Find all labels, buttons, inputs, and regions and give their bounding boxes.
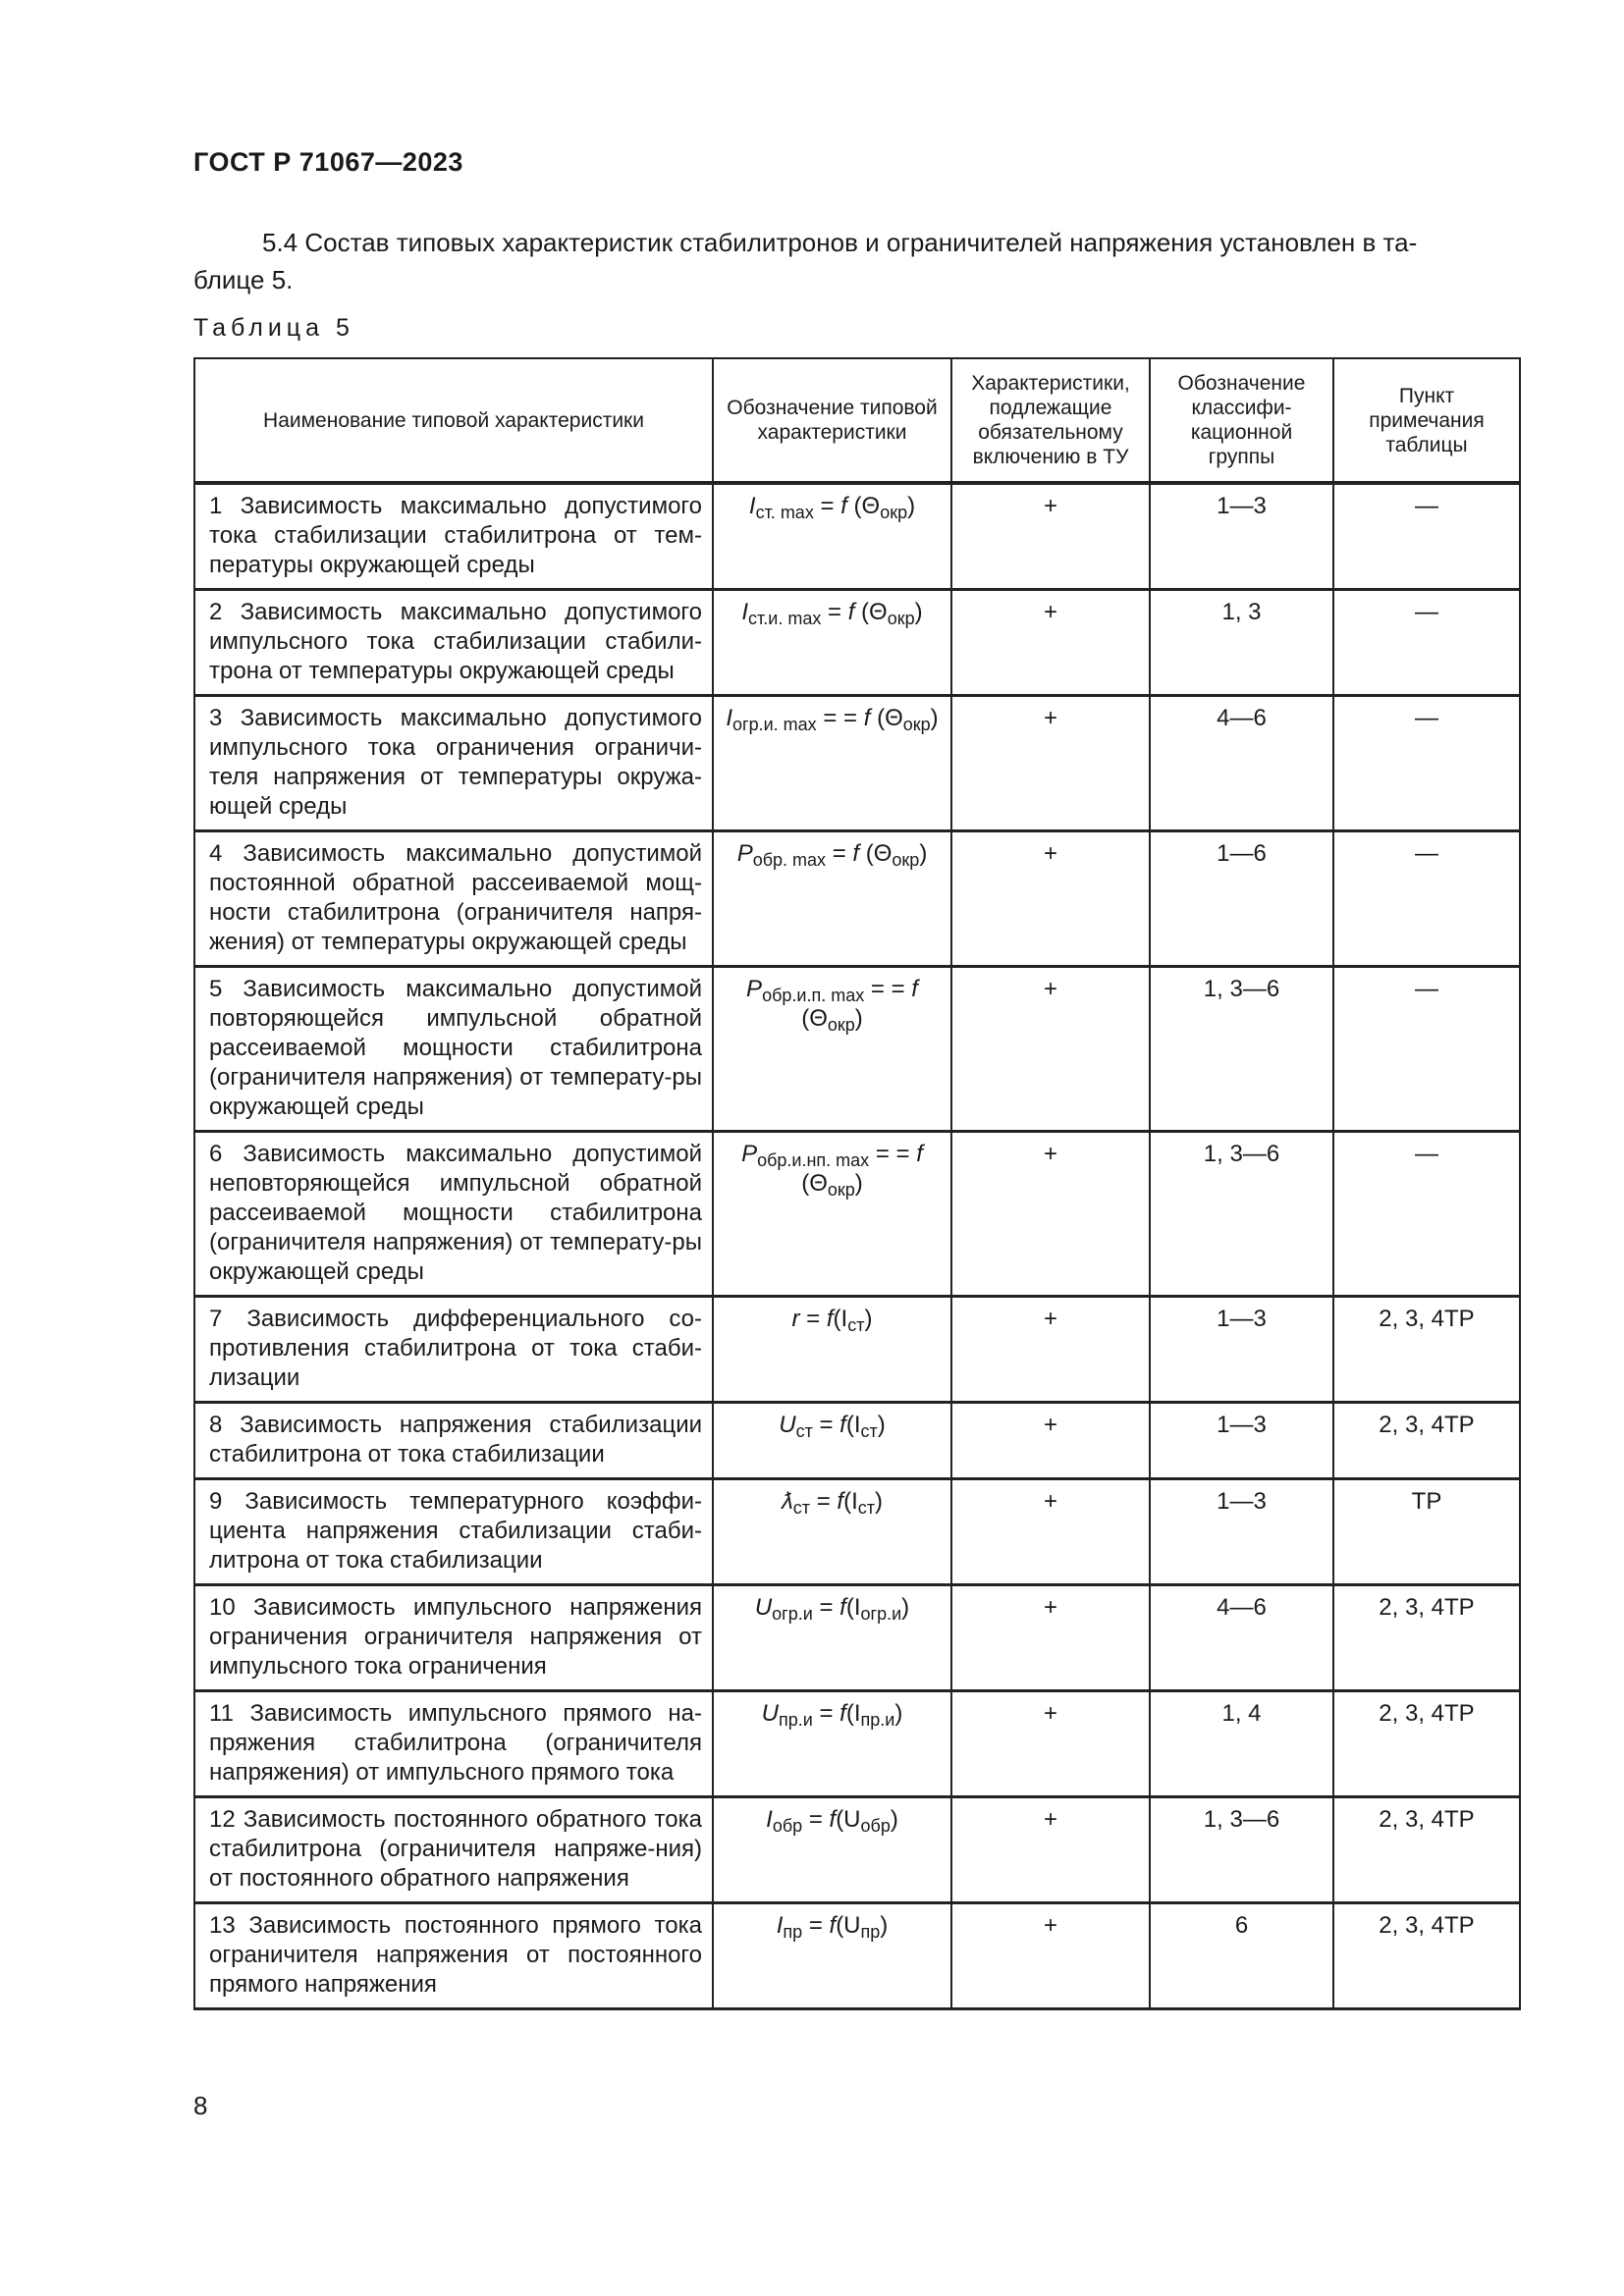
formula-equals: = — [799, 1306, 827, 1332]
formula-argument: (Θ — [801, 1005, 828, 1032]
classification-group: 1, 3 — [1150, 590, 1333, 696]
formula-equals: = = — [816, 705, 864, 731]
formula-symbol-subscript: ст. max — [755, 503, 814, 522]
note-reference: 2, 3, 4ТР — [1333, 1403, 1520, 1479]
formula-argument-subscript: окр — [902, 715, 931, 734]
formula-close: ) — [919, 840, 928, 867]
formula-function: f — [829, 1806, 837, 1833]
formula-argument: (I — [833, 1306, 848, 1332]
formula-equals: = — [812, 1594, 840, 1621]
formula-symbol: I — [776, 1912, 784, 1939]
formula-close: ) — [894, 1700, 903, 1727]
intro-paragraph — [193, 224, 1517, 298]
note-reference: — — [1333, 967, 1520, 1132]
required-mark: + — [951, 1403, 1150, 1479]
formula-symbol: P — [746, 976, 763, 1002]
formula-close: ) — [907, 493, 916, 519]
required-mark: + — [951, 696, 1150, 831]
required-mark: + — [951, 1479, 1150, 1585]
intro-line-2: блице 5. — [193, 265, 294, 294]
formula-function: f — [852, 840, 860, 867]
formula-function: f — [826, 1306, 834, 1332]
characteristic-designation — [713, 1479, 951, 1585]
classification-group: 1—6 — [1150, 831, 1333, 967]
characteristic-designation — [713, 696, 951, 831]
formula-symbol-subscript: пр.и — [778, 1710, 813, 1730]
formula-symbol: P — [736, 840, 753, 867]
header-designation: Обозначение типовой характеристики — [713, 358, 951, 483]
formula-argument: (I — [843, 1488, 858, 1515]
formula-argument-subscript: ст — [847, 1315, 865, 1335]
formula-symbol: U — [754, 1594, 773, 1621]
characteristics-table — [193, 357, 1521, 2010]
formula-symbol: ƛ — [781, 1488, 793, 1515]
formula-symbol-subscript: ст.и. max — [748, 609, 822, 628]
characteristic-name: 11 Зависимость импульсного прямого на-пряжения стабилитрона (ограничителя напряжения) от импульсного прямого тока — [194, 1691, 713, 1797]
required-mark: + — [951, 1797, 1150, 1903]
formula-close: ) — [854, 1005, 863, 1032]
formula-symbol: P — [741, 1141, 758, 1167]
formula-close: ) — [864, 1306, 873, 1332]
note-reference: 2, 3, 4ТР — [1333, 1585, 1520, 1691]
characteristic-name: 7 Зависимость дифференциального со-противления стабилитрона от тока стаби-лизации — [194, 1297, 713, 1403]
formula-equals: = = — [864, 976, 912, 1002]
table-caption: Таблица 5 — [193, 314, 354, 342]
table-header-row — [194, 358, 1520, 483]
formula-function: f — [911, 976, 918, 1002]
required-mark: + — [951, 1691, 1150, 1797]
formula-argument-subscript: окр — [827, 1180, 855, 1200]
formula-close: ) — [880, 1912, 889, 1939]
formula-close: ) — [875, 1488, 883, 1515]
formula-argument: (U — [836, 1912, 861, 1939]
formula-argument-subscript: ст — [857, 1498, 875, 1518]
formula-symbol: I — [726, 705, 733, 731]
formula-argument-subscript: огр.и — [860, 1604, 902, 1624]
formula-argument-subscript: окр — [892, 850, 920, 870]
formula-symbol: I — [741, 599, 749, 625]
characteristic-designation — [713, 1585, 951, 1691]
formula-function: f — [839, 1412, 846, 1438]
intro-line-1: 5.4 Состав типовых характеристик стабилитронов и ограничителей напряжения установлен в та- — [262, 228, 1418, 257]
classification-group: 1—3 — [1150, 1479, 1333, 1585]
required-mark: + — [951, 831, 1150, 967]
note-reference: 2, 3, 4ТР — [1333, 1903, 1520, 2009]
required-mark: + — [951, 1297, 1150, 1403]
note-reference: — — [1333, 483, 1520, 590]
characteristic-designation — [713, 1403, 951, 1479]
formula-argument: (Θ — [870, 705, 903, 731]
formula-symbol: r — [791, 1306, 800, 1332]
formula-symbol-subscript: огр.и — [772, 1604, 813, 1624]
note-reference: 2, 3, 4ТР — [1333, 1297, 1520, 1403]
formula-symbol: U — [761, 1700, 779, 1727]
formula-function: f — [840, 493, 847, 519]
characteristic-designation — [713, 1691, 951, 1797]
characteristic-name: 9 Зависимость температурного коэффи-циента напряжения стабилизации стаби-литрона от тока стабилизации — [194, 1479, 713, 1585]
table-row — [194, 1903, 1520, 2009]
characteristic-name: 1 Зависимость максимально допустимого тока стабилизации стабилитрона от тем-пературы окружающей среды — [194, 483, 713, 590]
formula-argument-subscript: пр — [860, 1922, 881, 1942]
header-required: Характеристики, подлежащие обязательному включению в ТУ — [951, 358, 1150, 483]
formula-close: ) — [914, 599, 923, 625]
characteristic-name: 13 Зависимость постоянного прямого тока ограничителя напряжения от постоянного прямого напряжения — [194, 1903, 713, 2009]
header-note: Пункт примечания таблицы — [1333, 358, 1520, 483]
classification-group: 4—6 — [1150, 696, 1333, 831]
formula-argument: (Θ — [801, 1170, 828, 1197]
document-header: ГОСТ Р 71067—2023 — [193, 147, 463, 177]
formula-function: f — [839, 1594, 846, 1621]
characteristic-designation — [713, 1132, 951, 1297]
table-row — [194, 967, 1520, 1132]
table-row — [194, 1691, 1520, 1797]
formula-symbol-subscript: пр — [783, 1922, 803, 1942]
formula-equals: = — [810, 1488, 838, 1515]
formula-equals: = — [812, 1700, 840, 1727]
characteristic-designation — [713, 967, 951, 1132]
formula-argument-subscript: окр — [887, 609, 915, 628]
formula-argument: (I — [845, 1594, 861, 1621]
characteristic-name: 8 Зависимость напряжения стабилизации стабилитрона от тока стабилизации — [194, 1403, 713, 1479]
formula-close: ) — [854, 1170, 863, 1197]
characteristic-name: 2 Зависимость максимально допустимого импульсного тока стабилизации стабили-трона от температуры окружающей среды — [194, 590, 713, 696]
formula-equals: = — [821, 599, 848, 625]
formula-function: f — [916, 1141, 923, 1167]
formula-equals: = = — [869, 1141, 917, 1167]
characteristic-name: 6 Зависимость максимально допустимой неповторяющейся импульсной обратной рассеиваемой мощности стабилитрона (ограничителя напряжения) от температу-ры окружающей среды — [194, 1132, 713, 1297]
formula-argument-subscript: пр.и — [860, 1710, 895, 1730]
characteristic-designation — [713, 831, 951, 967]
formula-equals: = — [802, 1806, 830, 1833]
formula-function: f — [863, 705, 871, 731]
required-mark: + — [951, 1585, 1150, 1691]
formula-function: f — [829, 1912, 837, 1939]
page-number: 8 — [193, 2091, 208, 2120]
classification-group: 1, 4 — [1150, 1691, 1333, 1797]
table-body — [194, 483, 1520, 2009]
formula-equals: = — [813, 493, 841, 519]
table-row — [194, 1479, 1520, 1585]
classification-group: 1—3 — [1150, 483, 1333, 590]
table-row — [194, 1585, 1520, 1691]
characteristic-name: 4 Зависимость максимально допустимой постоянной обратной рассеиваемой мощ-ности стабилитрона (ограничителя напря-жения) от температуры окружающей среды — [194, 831, 713, 967]
classification-group: 6 — [1150, 1903, 1333, 2009]
classification-group: 4—6 — [1150, 1585, 1333, 1691]
classification-group: 1—3 — [1150, 1297, 1333, 1403]
formula-argument-subscript: обр — [860, 1816, 891, 1836]
formula-equals: = — [826, 840, 853, 867]
formula-symbol-subscript: ст — [795, 1421, 813, 1441]
classification-group: 1, 3—6 — [1150, 967, 1333, 1132]
table-row — [194, 831, 1520, 967]
formula-argument: (I — [845, 1700, 861, 1727]
formula-argument: (Θ — [859, 840, 893, 867]
formula-equals: = — [802, 1912, 830, 1939]
formula-close: ) — [930, 705, 939, 731]
classification-group: 1, 3—6 — [1150, 1132, 1333, 1297]
note-reference: ТР — [1333, 1479, 1520, 1585]
header-group: Обозначение классифи-кационной группы — [1150, 358, 1333, 483]
characteristic-designation — [713, 590, 951, 696]
header-name: Наименование типовой характеристики — [194, 358, 713, 483]
formula-symbol: I — [766, 1806, 773, 1833]
characteristic-name: 12 Зависимость постоянного обратного тока стабилитрона (ограничителя напряже-ния) от постоянного обратного напряжения — [194, 1797, 713, 1903]
note-reference: — — [1333, 831, 1520, 967]
table-row — [194, 1297, 1520, 1403]
characteristic-name: 5 Зависимость максимально допустимой повторяющейся импульсной обратной рассеиваемой мощности стабилитрона (ограничителя напряжения) от температу-ры окружающей среды — [194, 967, 713, 1132]
formula-argument: (U — [836, 1806, 861, 1833]
characteristic-designation — [713, 483, 951, 590]
formula-close: ) — [890, 1806, 898, 1833]
required-mark: + — [951, 483, 1150, 590]
table-row — [194, 696, 1520, 831]
formula-function: f — [839, 1700, 846, 1727]
required-mark: + — [951, 590, 1150, 696]
required-mark: + — [951, 1132, 1150, 1297]
required-mark: + — [951, 967, 1150, 1132]
classification-group: 1—3 — [1150, 1403, 1333, 1479]
classification-group: 1, 3—6 — [1150, 1797, 1333, 1903]
formula-symbol-subscript: обр. max — [752, 850, 827, 870]
table-row — [194, 1132, 1520, 1297]
formula-symbol-subscript: обр.и.нп. max — [757, 1150, 870, 1170]
formula-argument: (Θ — [846, 493, 881, 519]
characteristic-name: 10 Зависимость импульсного напряжения ограничения ограничителя напряжения от импульсного тока ограничения — [194, 1585, 713, 1691]
table-row — [194, 483, 1520, 590]
characteristic-name: 3 Зависимость максимально допустимого импульсного тока ограничения ограничи-теля напряжения от температуры окружа-ющей среды — [194, 696, 713, 831]
formula-argument-subscript: окр — [827, 1015, 855, 1035]
table-row — [194, 1403, 1520, 1479]
formula-argument-subscript: ст — [860, 1421, 878, 1441]
note-reference: 2, 3, 4ТР — [1333, 1797, 1520, 1903]
table-row — [194, 1797, 1520, 1903]
formula-function: f — [837, 1488, 844, 1515]
formula-close: ) — [901, 1594, 910, 1621]
formula-equals: = — [812, 1412, 840, 1438]
note-reference: — — [1333, 590, 1520, 696]
note-reference: — — [1333, 696, 1520, 831]
formula-symbol: U — [779, 1412, 796, 1438]
formula-symbol-subscript: обр — [772, 1816, 803, 1836]
characteristic-designation — [713, 1797, 951, 1903]
formula-close: ) — [877, 1412, 886, 1438]
required-mark: + — [951, 1903, 1150, 2009]
characteristic-designation — [713, 1903, 951, 2009]
characteristic-designation — [713, 1297, 951, 1403]
formula-argument: (Θ — [854, 599, 888, 625]
table-row — [194, 590, 1520, 696]
formula-argument-subscript: окр — [880, 503, 908, 522]
formula-argument: (I — [845, 1412, 861, 1438]
formula-symbol: I — [748, 493, 756, 519]
formula-function: f — [847, 599, 855, 625]
formula-symbol-subscript: обр.и.п. max — [762, 986, 865, 1005]
note-reference: 2, 3, 4ТР — [1333, 1691, 1520, 1797]
formula-symbol-subscript: ст — [792, 1498, 811, 1518]
note-reference: — — [1333, 1132, 1520, 1297]
formula-symbol-subscript: огр.и. max — [732, 715, 817, 734]
